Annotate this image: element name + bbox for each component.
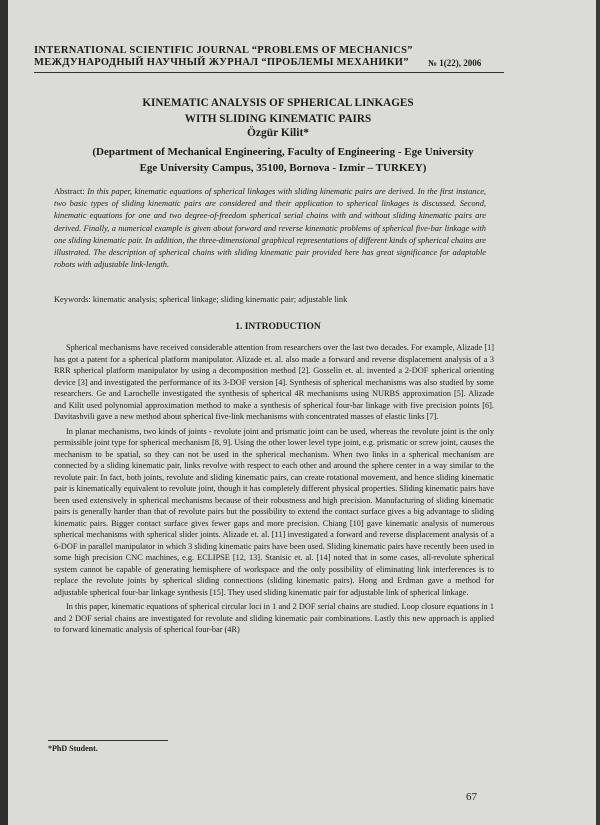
paper-title <box>68 95 488 127</box>
page <box>8 0 596 825</box>
issue-number: № 1(22), 2006 <box>428 58 482 68</box>
header-rule <box>34 72 504 73</box>
title-line-1: KINEMATIC ANALYSIS OF SPHERICAL LINKAGES <box>142 97 414 109</box>
affiliation <box>48 144 518 176</box>
affiliation-line-1: (Department of Mechanical Engineering, Faculty of Engineering - Ege University <box>92 146 474 158</box>
abstract-text: In this paper, kinematic equations of spherical linkages with sliding kinematic pairs are derived. In the first instance, two basic types of sliding kinematic pairs are considered and their application to spherical linkages is discussed. Second, kinematic equations for one and two degree-of-freedom spherical serial chains with and without sliding kinematic pairs are derived. Finally, a numerical example is given about forward and reverse kinematic problems of spherical five-bar linkage with one sliding kinematic pair. In addition, the three-dimensional graphical representations of different kinds of spherical chains are illustrated. The description of spherical chains with sliding kinematic pair provided here has great significance for adaptable robots with adjustable link-length. <box>54 187 487 270</box>
keywords-label: Keywords: <box>54 295 91 304</box>
page-number: 67 <box>466 791 477 803</box>
section-heading: 1. INTRODUCTION <box>235 322 321 332</box>
paragraph: In this paper, kinematic equations of spherical circular loci in 1 and 2 DOF serial chains are studied. Loop closure equations in 1 and 2 DOF serial chains are investigated for revolute and sliding kinematic pair combinations. Lastly this new approach is applied to forward kinematic analysis of spherical four-bar (4R) <box>54 602 494 634</box>
paragraph: Spherical mechanisms have received considerable attention from researchers over the last two decades. For example, Alizade [1] has got a patent for a spherical platform manipulator. Alizade et. al. also made a forward and reverse displacement analysis of a 3 RRR spherical platform manipulator by using a decomposition method [2]. Gosselin et. al. invented a 2-DOF spherical orienting device [3] and investigated the performance of its 3-DOF version [4]. Synthesis of spherical mechanisms was also studied by some researchers. Ge and Larochelle investigated the synthesis of spherical 4R mechanisms using NURBS approximation [5]. Alizade and Kilit used polynomial approximation method to make a synthesis of spherical four-bar linkage with five precision points [6]. Davitashvili gave a new method about spherical five-link mechanisms with concentrated masses of elastic links [7]. <box>54 343 494 421</box>
affiliation-line-2: Ege University Campus, 35100, Bornova - Izmir – TURKEY) <box>139 162 427 174</box>
journal-name-ru: МЕЖДУНАРОДНЫЙ НАУЧНЫЙ ЖУРНАЛ “ПРОБЛЕМЫ МЕХАНИКИ” <box>34 57 409 68</box>
title-line-2: WITH SLIDING KINEMATIC PAIRS <box>184 113 372 125</box>
footnote-rule <box>48 740 168 741</box>
journal-name-en: INTERNATIONAL SCIENTIFIC JOURNAL “PROBLEMS OF MECHANICS” <box>34 45 413 56</box>
author: Özgür Kilit* <box>246 127 310 139</box>
paragraph: In planar mechanisms, two kinds of joints - revolute joint and prismatic joint can be used, whereas the revolute joint is the only permissible joint type for spherical mechanism [8, 9]. Using the other lower level type joint, e.g. prismatic or screw joint, causes the mechanism to be spatial, so they can not be used in the spherical mechanism. When two links in a spherical mechanism are connected by a sliding kinematic pair, links revolve with respect to each other and around the sphere center in a way similar to the revolute pair. In fact, both joints, revolute and sliding kinematic pairs, can create rotational movement, and hence sliding kinematic pair is kinematically equivalent to revolute joint, though it has completely different physical properties. Sliding kinematic pairs have been used extensively in spherical mechanisms because of their robustness and high precision. Manufacturing of sliding kinematic pairs is generally harder than that of revolute pairs but the possibility to extend the contact surface gives a big advantage to sliding kinematic pairs. Bigger contact surface gives fewer gaps and more precision. Chiang [10] gave kinematic analysis of numerous spherical mechanisms with spherical slider joints. Alizade et. al. [11] investigated a forward and reverse displacement analysis of a 6-DOF in parallel manipulator in which 3 sliding kinematic pairs have been used. Sliding kinematic pairs have recently been used in some high precision CNC machines, e.g. ECLIPSE [12, 13]. Stanisic et. al. [14] noted that in some cases, all-revolute spherical system cannot be capable of generating hemisphere of workspace and the only possibility of eliminating link interferences is to replace the revolute joints by spherical sliding connections (sliding kinematic pairs). Hong and Erdman gave a method for adjustable spherical four-bar linkage synthesis [15]. They used sliding kinematic pair for adjustable link of spherical linkage. <box>54 426 494 597</box>
abstract <box>54 186 486 271</box>
scan-edge <box>0 0 8 825</box>
footnote: *PhD Student. <box>48 744 98 753</box>
keywords-text: kinematic analysis; spherical linkage; sliding kinematic pair; adjustable link <box>92 295 348 304</box>
body-text <box>54 342 494 639</box>
abstract-label: Abstract: <box>54 187 85 196</box>
keywords <box>54 295 494 304</box>
